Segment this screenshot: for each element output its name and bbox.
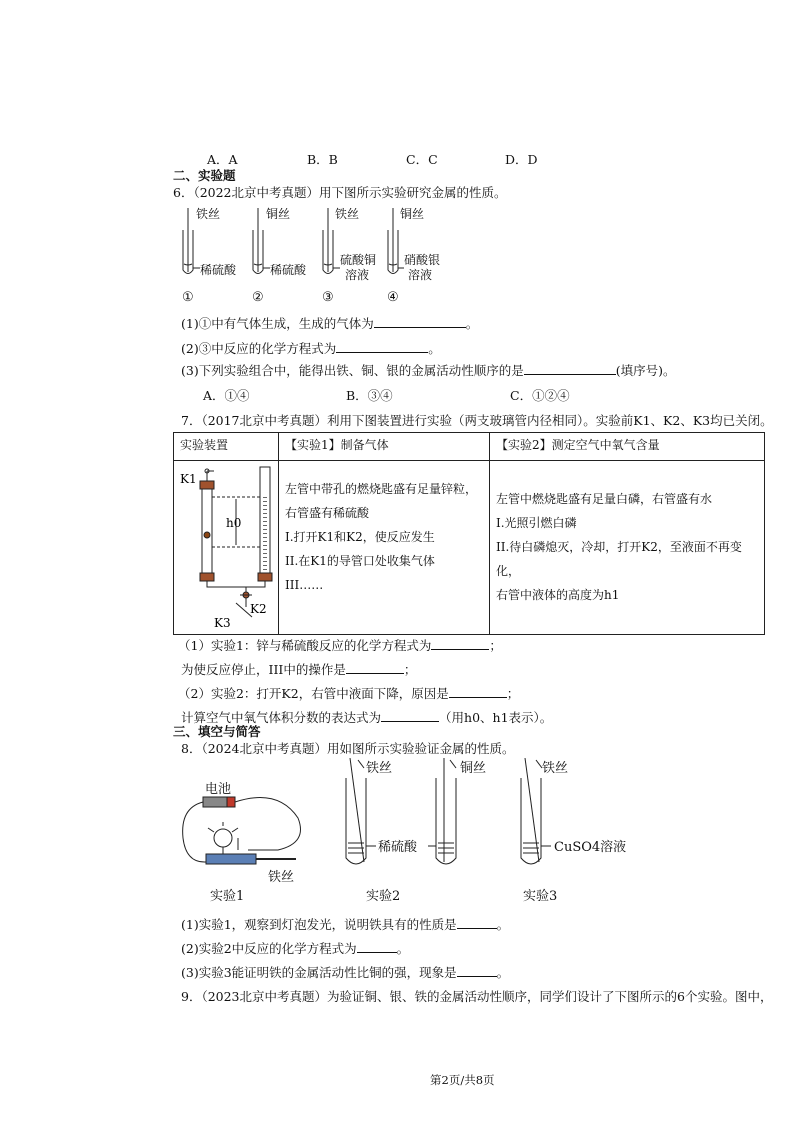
option-d: D．D — [505, 152, 538, 167]
q6-stem: 6．（2022北京中考真题）用下图所示实验研究金属的性质。 — [173, 185, 507, 200]
svg-text:溶液: 溶液 — [408, 268, 433, 282]
exp2-line: 右管中液体的高度为h1 — [496, 588, 620, 602]
exp1-line: III…… — [285, 578, 324, 592]
answer-blank[interactable] — [457, 917, 497, 929]
q8-stem: 8．（2024北京中考真题）用如图所示实验验证金属的性质。 — [181, 741, 515, 756]
q7-sub1b: 为使反应停止，III中的操作是 ； — [181, 662, 417, 677]
q6-option-c: C．①②④ — [510, 388, 570, 403]
svg-text:硝酸银: 硝酸银 — [404, 253, 441, 267]
tube2-liquid-label: 稀硫酸 — [270, 263, 307, 277]
tube3-number: ③ — [322, 290, 334, 305]
tube1-wire-label: 铁丝 — [196, 207, 221, 221]
exp1-cell — [279, 461, 490, 635]
tube2-wire-label: 铜丝 — [266, 207, 291, 221]
tube1-liquid-label: 稀硫酸 — [200, 263, 237, 277]
q7-sub1: （1）实验1：锌与稀硫酸反应的化学方程式为 ； — [178, 638, 502, 653]
apparatus-cell — [174, 461, 279, 635]
exp4-wire-label: 铁丝 — [542, 761, 569, 776]
answer-blank[interactable] — [449, 686, 507, 698]
q7-sub2: （2）实验2：打开K2，右管中液面下降，原因是 ； — [178, 686, 520, 701]
exp2-caption: 实验2 — [366, 889, 401, 904]
q6-sub1: (1)①中有气体生成，生成的气体为 。 — [181, 316, 479, 331]
q9-stem: 9．（2023北京中考真题）为验证铜、银、铁的金属活动性顺序，同学们设计了下图所示的6个实验。图中， — [181, 989, 773, 1004]
h0-label: h0 — [226, 516, 242, 530]
section-title-fill-in: 三、填空与简答 — [173, 724, 261, 739]
tube3-wire-label: 铁丝 — [335, 207, 360, 221]
battery-label: 电池 — [205, 782, 232, 797]
tube1-number: ① — [182, 290, 194, 305]
exp1-line: I.打开K1和K2，使反应发生 — [285, 530, 435, 544]
table-header-apparatus: 实验装置 — [174, 433, 279, 461]
tube2-number: ② — [252, 290, 264, 305]
q6-option-a: A．①④ — [203, 388, 250, 403]
u-tube-apparatus-diagram — [174, 461, 278, 631]
acid-label: 稀硫酸 — [378, 840, 418, 855]
answer-blank[interactable] — [431, 638, 489, 650]
answer-blank[interactable] — [381, 710, 439, 722]
page-footer: 第2页/共8页 — [430, 1073, 495, 1087]
k1-label: K1 — [180, 472, 197, 486]
q7-experiment-table — [173, 432, 765, 635]
cuso4-label: CuSO4溶液 — [554, 840, 627, 855]
q8-sub2: (2)实验2中反应的化学方程式为 。 — [181, 941, 410, 956]
q6-sub2: (2)③中反应的化学方程式为 。 — [181, 341, 441, 356]
answer-blank[interactable] — [457, 965, 497, 977]
exp1-line: 右管盛有稀硫酸 — [285, 506, 370, 520]
table-header-exp1: 【实验1】制备气体 — [279, 433, 490, 461]
q6-sub3: (3)下列实验组合中，能得出铁、铜、银的金属活动性顺序的是 (填序号)。 — [181, 363, 676, 378]
exp1-line: 左管中带孔的燃烧匙盛有足量锌粒， — [285, 482, 478, 496]
exp1-line: II.在K1的导管口处收集气体 — [285, 554, 435, 568]
table-header-exp2: 【实验2】测定空气中氧气含量 — [490, 433, 765, 461]
answer-blank[interactable] — [346, 662, 404, 674]
q8-sub3: (3)实验3能证明铁的金属活动性比铜的强，现象是 。 — [181, 965, 510, 980]
q6-test-tubes-figure — [178, 200, 468, 308]
answer-blank[interactable] — [336, 341, 428, 353]
exp1-caption: 实验1 — [210, 889, 245, 904]
svg-text:硫酸铜: 硫酸铜 — [340, 253, 377, 267]
tube4-number: ④ — [387, 290, 399, 305]
answer-blank[interactable] — [524, 363, 616, 375]
exp3-wire-label: 铜丝 — [460, 761, 487, 776]
exp2-line: I.光照引燃白磷 — [496, 516, 577, 530]
circuit-iron-wire-label: 铁丝 — [268, 870, 295, 885]
option-c: C．C — [406, 152, 438, 167]
svg-text:溶液: 溶液 — [345, 268, 370, 282]
exp2-line: 左管中燃烧匙盛有足量白磷，右管盛有水 — [496, 492, 713, 506]
k3-label: K3 — [214, 616, 231, 630]
answer-blank[interactable] — [374, 316, 466, 328]
option-b: B．B — [307, 152, 338, 167]
q7-sub2b: 计算空气中氧气体积分数的表达式为 （用h0、h1表示）。 — [181, 710, 553, 725]
tube4-wire-label: 铜丝 — [400, 207, 425, 221]
q8-sub1: (1)实验1，观察到灯泡发光，说明铁具有的性质是 。 — [181, 917, 510, 932]
q7-stem: 7．（2017北京中考真题）利用下图装置进行实验（两支玻璃管内径相同）。实验前K1、K2、K3均已关闭。 — [181, 413, 773, 428]
exp3-caption: 实验3 — [523, 889, 558, 904]
exp2-cell — [490, 461, 765, 635]
option-a: A．A — [207, 152, 238, 167]
section-title-experiments: 二、实验题 — [173, 168, 236, 183]
exp2-line: II.待白磷熄灭，冷却，打开K2，至液面不再变化， — [496, 540, 742, 578]
q8-experiments-figure — [178, 758, 638, 910]
q6-option-b: B．③④ — [346, 388, 393, 403]
exp2-wire-label: 铁丝 — [366, 761, 393, 776]
k2-label: K2 — [250, 602, 267, 616]
answer-blank[interactable] — [357, 941, 397, 953]
